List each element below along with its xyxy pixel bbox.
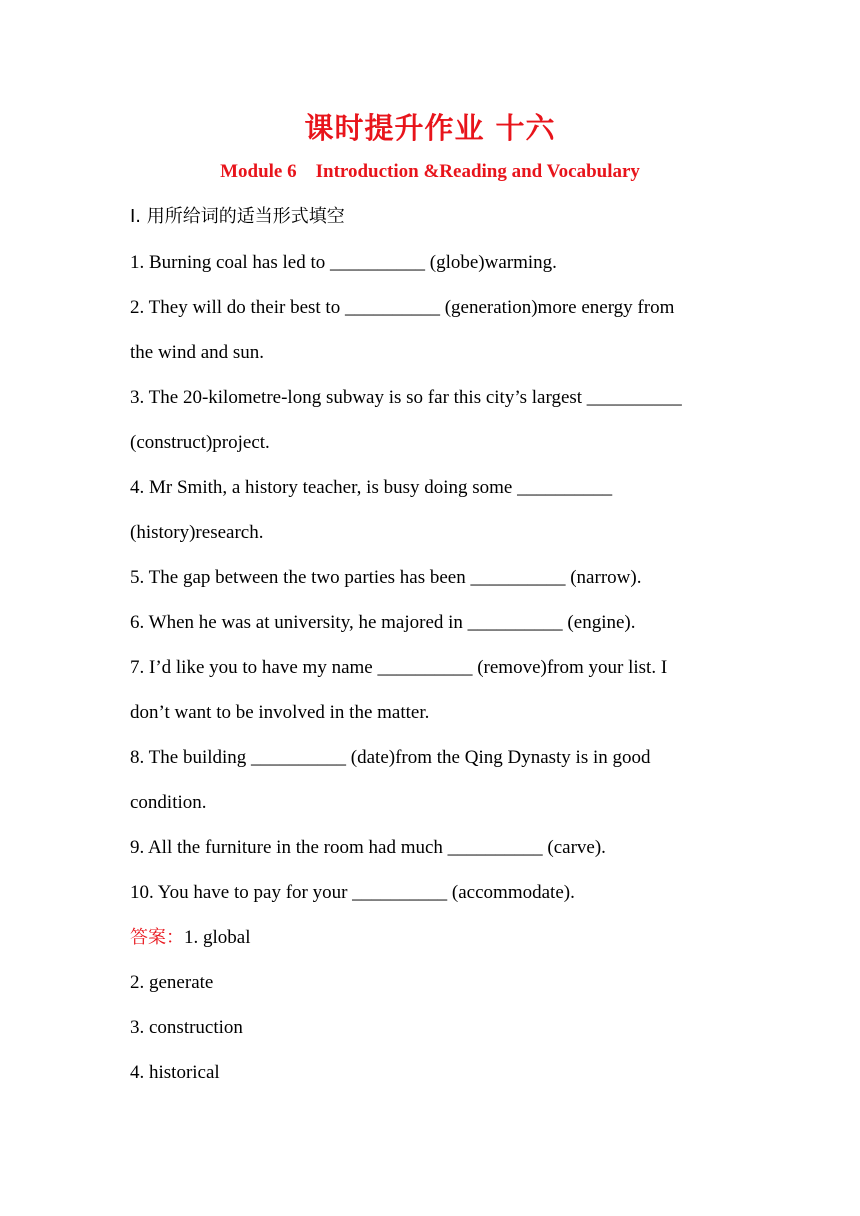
question-6: 6. When he was at university, he majored in __________ (engine). [130, 612, 636, 633]
answer-2: 2. generate [130, 972, 214, 993]
section-heading: Ⅰ. 用所给词的适当形式填空 [130, 206, 345, 227]
answer-4: 4. historical [130, 1062, 220, 1083]
question-8-line-1: 8. The building __________ (date)from the Qing Dynasty is in good [130, 747, 651, 768]
answer-line-1 [130, 924, 251, 952]
question-5: 5. The gap between the two parties has been __________ (narrow). [130, 567, 642, 588]
question-3-line-2: (construct)project. [130, 432, 270, 453]
question-9: 9. All the furniture in the room had much __________ (carve). [130, 837, 606, 858]
question-7-line-2: don’t want to be involved in the matter. [130, 702, 430, 723]
question-2-line-1: 2. They will do their best to __________ (generation)more energy from [130, 297, 675, 318]
answer-label: 答案： [130, 927, 184, 948]
question-4-line-1: 4. Mr Smith, a history teacher, is busy doing some __________ [130, 477, 613, 498]
question-4-line-2: (history)research. [130, 522, 264, 543]
module-subtitle: Module 6 Introduction &Reading and Vocabulary [220, 161, 640, 182]
answer-3: 3. construction [130, 1017, 243, 1038]
question-2-line-2: the wind and sun. [130, 342, 265, 363]
question-1: 1. Burning coal has led to __________ (globe)warming. [130, 252, 557, 273]
question-3-line-1: 3. The 20-kilometre-long subway is so far this city’s largest __________ [130, 387, 682, 408]
question-7-line-1: 7. I’d like you to have my name __________ (remove)from your list. I [130, 657, 668, 678]
question-10: 10. You have to pay for your __________ (accommodate). [130, 882, 575, 903]
page-title: 课时提升作业 十六 [304, 111, 556, 145]
answer-1: 1. global [184, 927, 251, 948]
question-8-line-2: condition. [130, 792, 207, 813]
